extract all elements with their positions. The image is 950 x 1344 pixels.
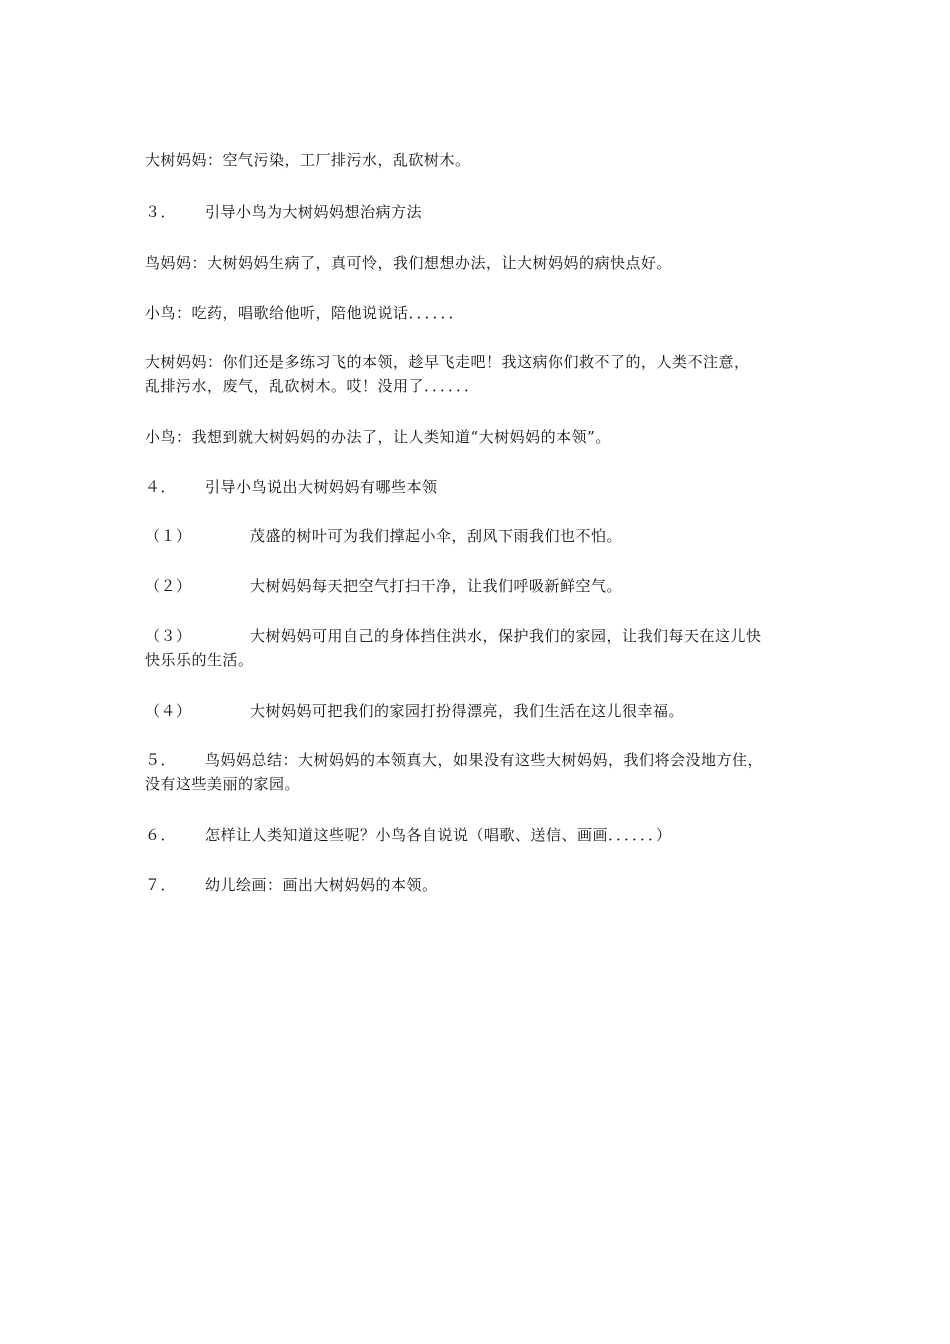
- sub-item-text: 大树妈妈可用自己的身体挡住洪水，保护我们的家园，让我们每天在这儿快: [250, 627, 762, 645]
- dialogue-tree-mother-1: 大树妈妈：空气污染，工厂排污水，乱砍树木。: [145, 151, 471, 169]
- sub-item-3-cont: 快乐乐的生活。: [145, 651, 254, 669]
- sub-item-2: [145, 574, 622, 598]
- step-text: 引导小鸟为大树妈妈想治病方法: [205, 203, 423, 221]
- step-4: [145, 475, 438, 499]
- step-number: ７．: [145, 876, 177, 894]
- sub-item-number: （２）: [145, 577, 192, 595]
- step-text: 幼儿绘画：画出大树妈妈的本领。: [205, 876, 438, 894]
- sub-item-number: （３）: [145, 627, 192, 645]
- sub-item-number: （４）: [145, 702, 192, 720]
- sub-item-4: [145, 699, 684, 723]
- sub-item-text: 大树妈妈可把我们的家园打扮得漂亮，我们生活在这儿很幸福。: [250, 702, 685, 720]
- step-number: ５．: [145, 751, 177, 769]
- step-text: 怎样让人类知道这些呢？小鸟各自说说（唱歌、送信、画画．．．．．．）: [205, 826, 672, 844]
- sub-item-number: （１）: [145, 527, 192, 545]
- dialogue-tree-mother-2: 大树妈妈：你们还是多练习飞的本领，趁早飞走吧！我这病你们救不了的，人类不注意，: [145, 353, 750, 371]
- sub-item-1: [145, 524, 622, 548]
- step-number: ４．: [145, 478, 177, 496]
- sub-item-text: 茂盛的树叶可为我们撑起小伞，刮风下雨我们也不怕。: [250, 527, 623, 545]
- dialogue-bird-mother: 鸟妈妈：大树妈妈生病了，真可怜，我们想想办法，让大树妈妈的病快点好。: [145, 254, 673, 272]
- step-7: [145, 873, 438, 897]
- dialogue-little-bird-2: 小鸟：我想到就大树妈妈的办法了，让人类知道“大树妈妈的本领”。: [145, 428, 611, 446]
- step-text: 鸟妈妈总结：大树妈妈的本领真大，如果没有这些大树妈妈，我们将会没地方住，: [205, 751, 764, 769]
- dialogue-tree-mother-2-cont: 乱排污水，废气，乱砍树木。哎！没用了．．．．．．: [145, 377, 480, 395]
- sub-item-3: [145, 624, 762, 648]
- step-3: [145, 200, 422, 224]
- step-number: ６．: [145, 826, 177, 844]
- step-5: [145, 748, 763, 772]
- step-number: ３．: [145, 203, 177, 221]
- step-6: [145, 823, 672, 847]
- dialogue-little-bird-1: 小鸟：吃药，唱歌给他听，陪他说说话．．．．．．: [145, 304, 465, 322]
- sub-item-text: 大树妈妈每天把空气打扫干净，让我们呼吸新鲜空气。: [250, 577, 623, 595]
- step-5-cont: 没有这些美丽的家园。: [145, 775, 301, 793]
- step-text: 引导小鸟说出大树妈妈有哪些本领: [205, 478, 438, 496]
